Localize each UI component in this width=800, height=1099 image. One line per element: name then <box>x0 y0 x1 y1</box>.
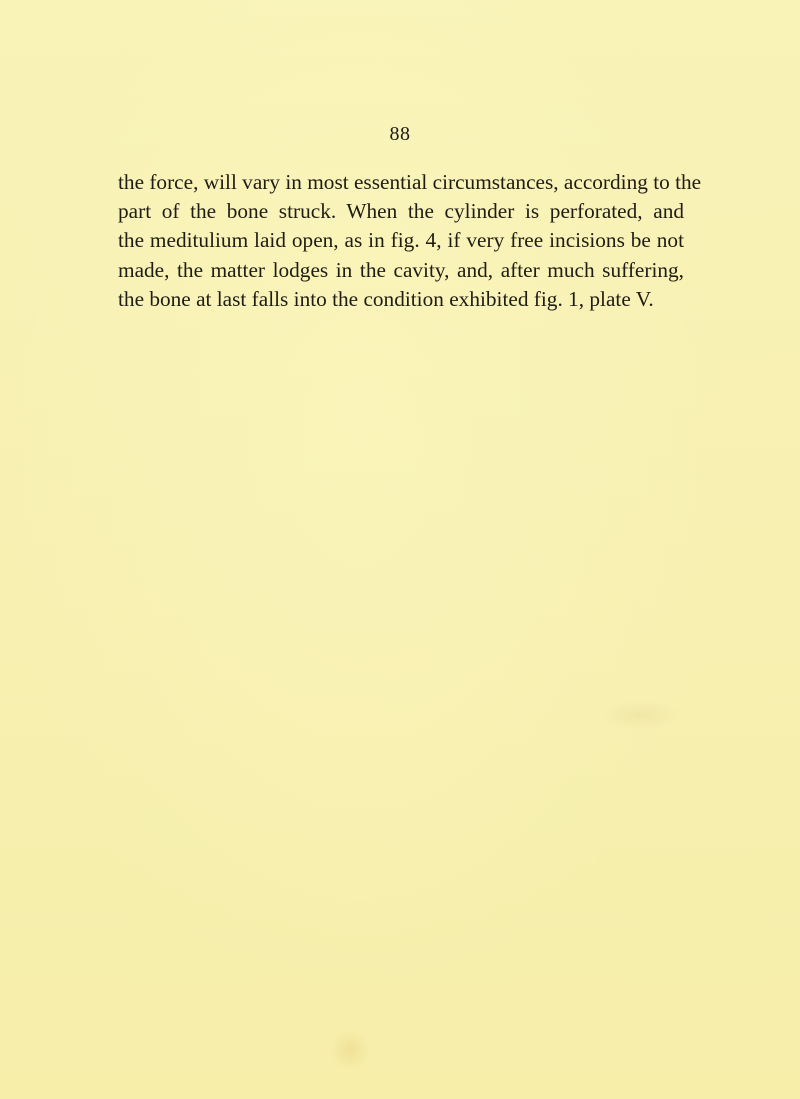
paper-stain <box>600 700 680 730</box>
paragraph-line: the force, will vary in most essential circumstances, according to the <box>118 170 702 194</box>
page-number: 88 <box>389 123 411 145</box>
paragraph-line: made, the matter lodges in the cavity, and, after much suffering, <box>118 257 684 282</box>
paper-stain <box>330 1030 370 1070</box>
paragraph-line: the bone at last falls into the condition exhibited fig. 1, plate V. <box>118 286 654 311</box>
paragraph-line: the meditulium laid open, as in fig. 4, if very free incisions be not <box>118 228 684 253</box>
body-paragraph <box>118 168 702 314</box>
paragraph-line: part of the bone struck. When the cylinder is perforated, and <box>118 199 684 224</box>
